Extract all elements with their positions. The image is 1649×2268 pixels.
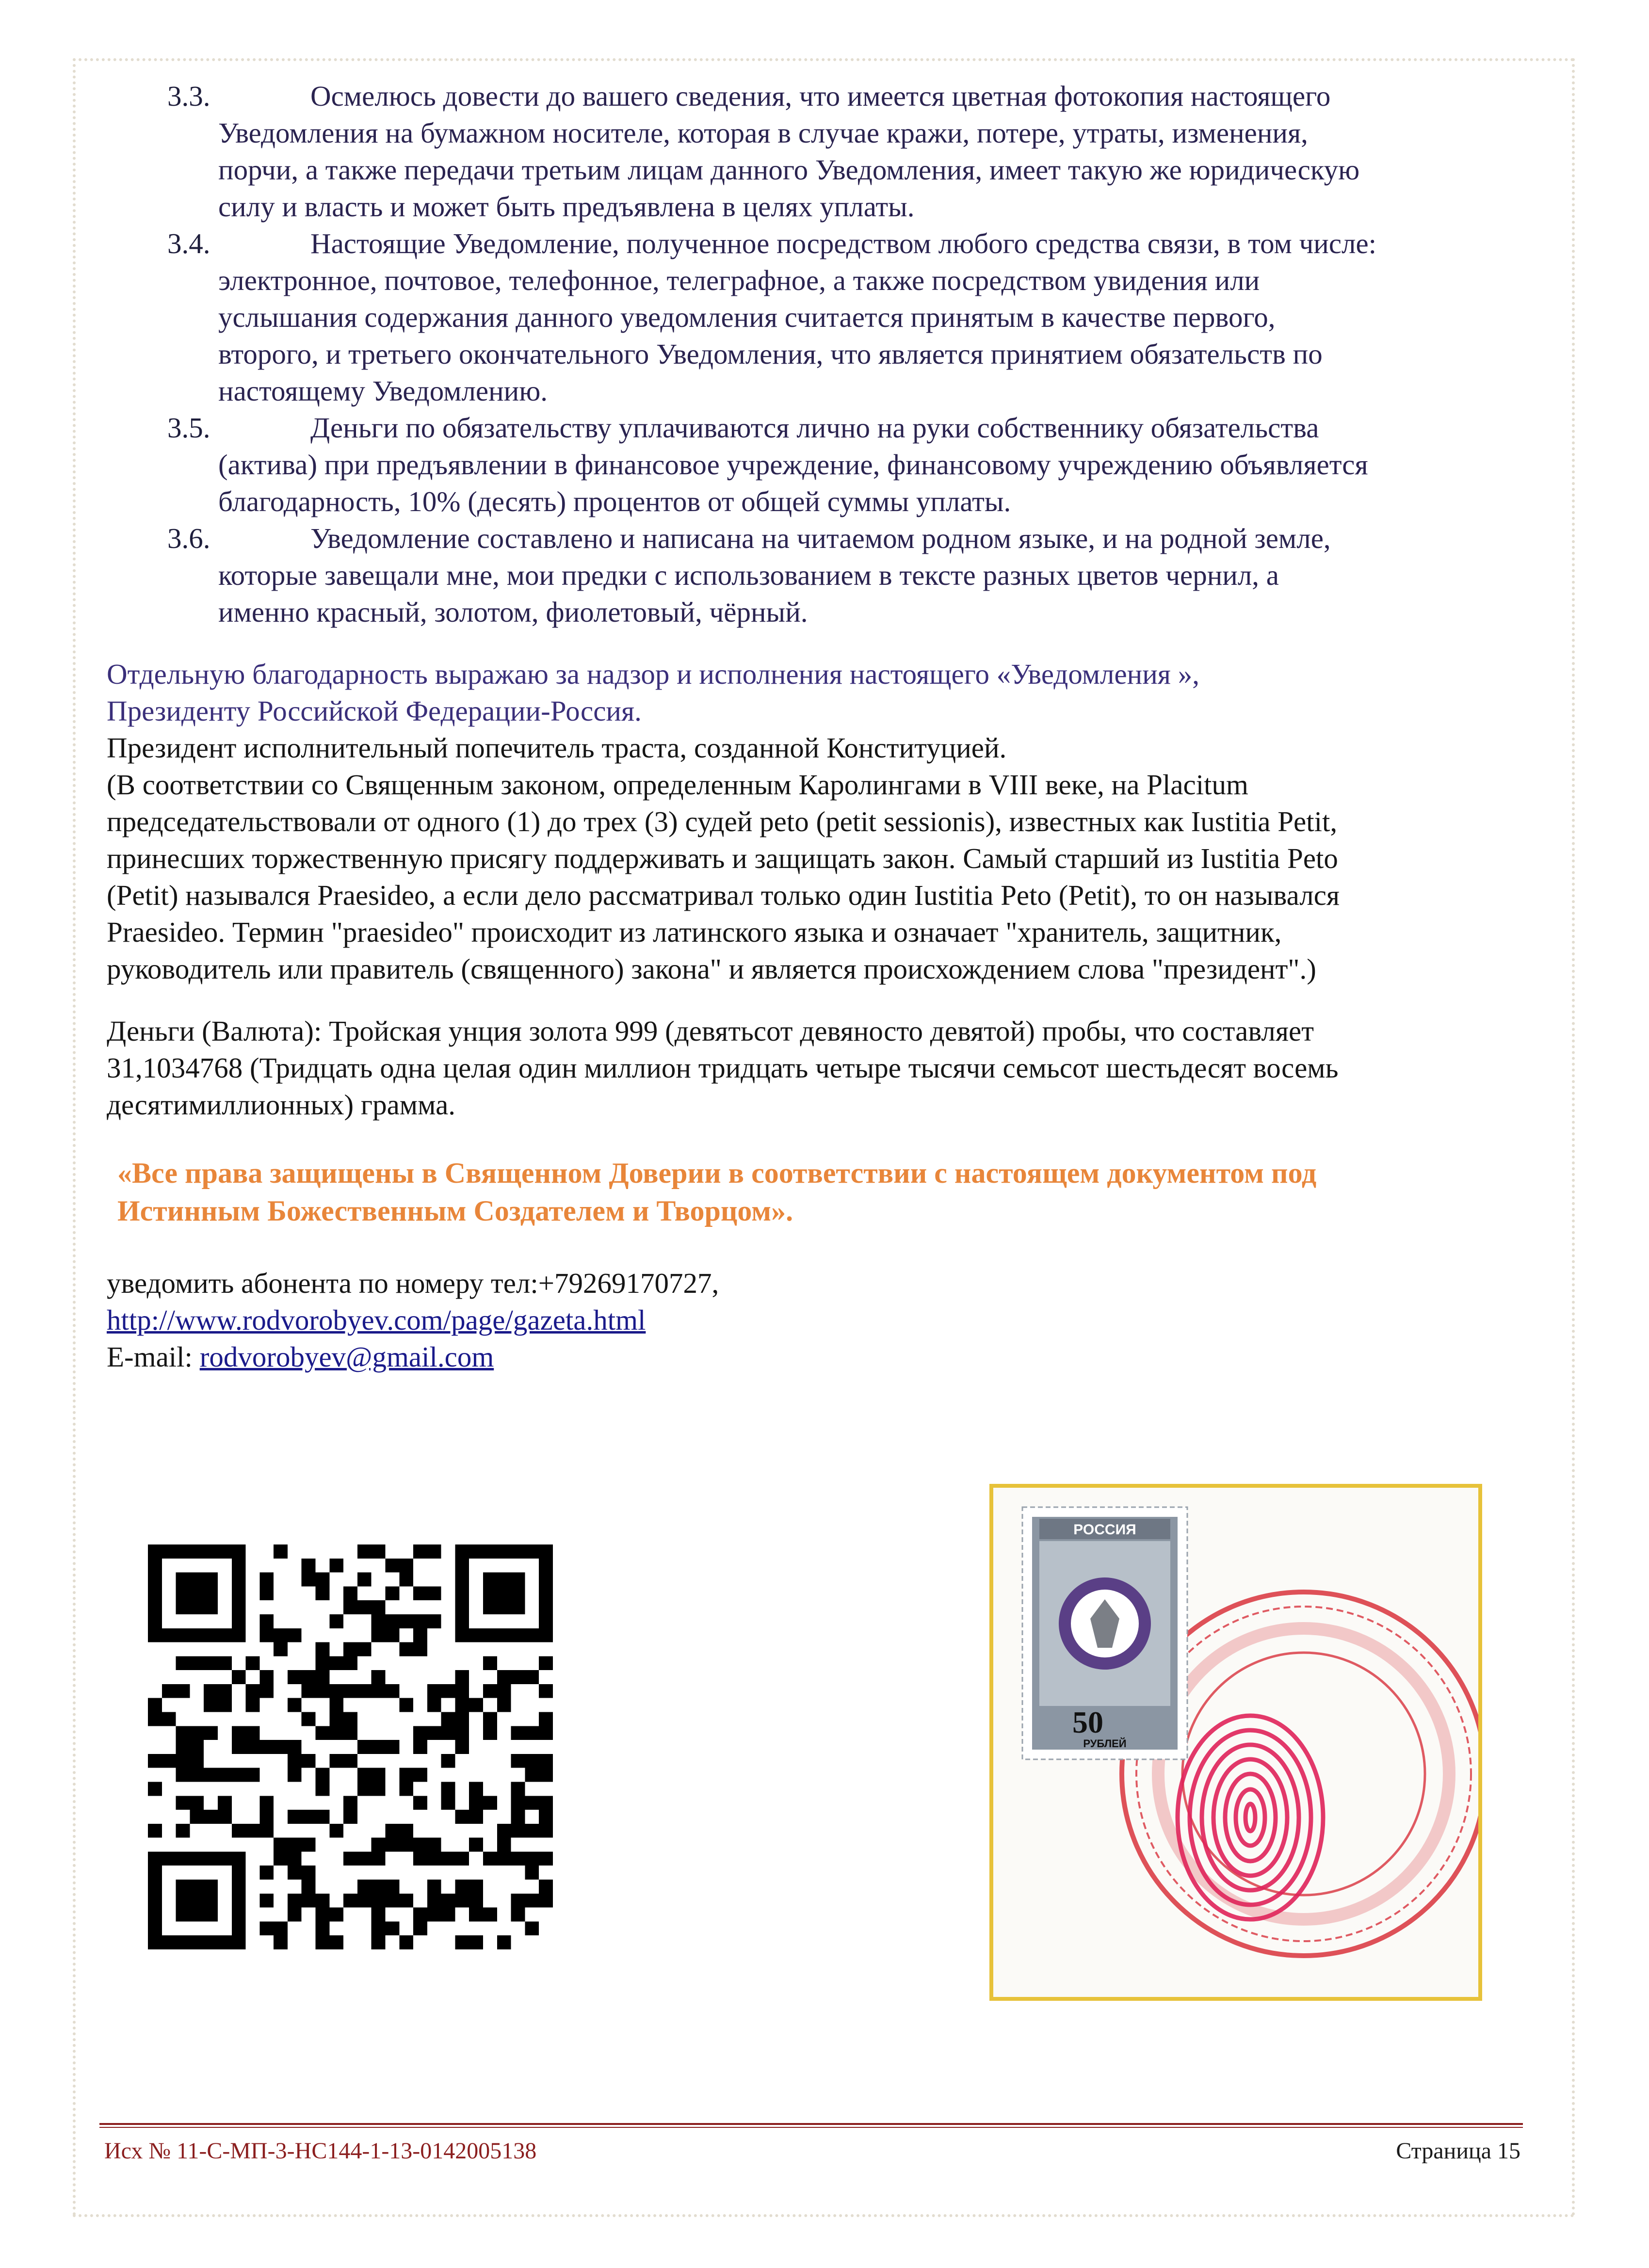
clause-first-line: Деньги по обязательству уплачиваются лично на руки собственнику обязательства bbox=[310, 412, 1319, 444]
clause-first-line: Уведомление составлено и написана на читаемом родном языке, и на родной земле, bbox=[310, 522, 1331, 554]
clause-3 bbox=[107, 409, 1528, 520]
rights-line: «Все права защищены в Священном Доверии в соответствии с настоящем документом под bbox=[117, 1157, 1317, 1189]
clause-line: второго, и третьего окончательного Уведомления, что является принятием обязательств по bbox=[218, 338, 1323, 370]
clause-number: 3.5. bbox=[167, 412, 210, 444]
phone-line: уведомить абонента по номеру тел:+79269170727, bbox=[107, 1267, 719, 1299]
clause-number: 3.3. bbox=[167, 80, 210, 112]
footer-divider bbox=[99, 2123, 1523, 2125]
stamp-art bbox=[993, 1488, 1478, 1997]
document-reference: Исх № 11-С-МП-3-НС144-1-13-0142005138 bbox=[104, 2138, 537, 2164]
clause-4 bbox=[107, 520, 1528, 630]
qr-code bbox=[148, 1544, 553, 1949]
email-label: E-mail: bbox=[107, 1341, 200, 1373]
clause-first-line: Настоящие Уведомление, полученное посредством любого средства связи, в том числе: bbox=[310, 227, 1377, 259]
history-line: (В соответствии со Священным законом, определенным Каролингами в VIII веке, на Placitum bbox=[107, 769, 1248, 801]
money-paragraph bbox=[107, 1013, 1528, 1123]
clause-line: (актива) при предъявлении в финансовое учреждение, финансовому учреждению объявляется bbox=[218, 449, 1368, 481]
clause-number: 3.6. bbox=[167, 522, 210, 554]
footer-divider bbox=[99, 2127, 1523, 2128]
money-line: десятимиллионных) грамма. bbox=[107, 1089, 456, 1121]
document-body bbox=[107, 78, 1528, 1375]
history-line: председательствовали от одного (1) до трех (3) судей peto (petit sessionis), известных как Iustitia Petit, bbox=[107, 805, 1338, 837]
clause-first-line: Осмелюсь довести до вашего сведения, что имеется цветная фотокопия настоящего bbox=[310, 80, 1331, 112]
president-line: Президент исполнительный попечитель траста, созданной Конституцией. bbox=[107, 732, 1007, 764]
contact-block bbox=[107, 1265, 1528, 1375]
stamp-country: РОССИЯ bbox=[1073, 1522, 1136, 1538]
page-number: Страница 15 bbox=[1396, 2138, 1520, 2164]
clause-line: благодарность, 10% (десять) процентов от общей суммы уплаты. bbox=[218, 485, 1011, 517]
stamp-panel bbox=[989, 1484, 1482, 2001]
numbered-clauses bbox=[107, 78, 1528, 630]
clause-line: электронное, почтовое, телефонное, телеграфное, а также посредством увидения или bbox=[218, 264, 1260, 296]
thanks-paragraph bbox=[107, 656, 1528, 729]
clause-line: силу и власть и может быть предъявлена в целях уплаты. bbox=[218, 191, 915, 223]
history-line: (Petit) назывался Praesideo, а если дело рассматривал только один Iustitia Peto (Petit), то он назывался bbox=[107, 879, 1340, 911]
history-line: руководитель или правитель (священного) закона" и является происхождением слова "президент".) bbox=[107, 953, 1316, 985]
rights-line: Истинным Божественным Создателем и Творцом». bbox=[117, 1195, 793, 1227]
rights-statement bbox=[107, 1154, 1528, 1230]
money-line: Деньги (Валюта): Тройская унция золота 999 (девятьсот девяносто девятой) пробы, что составляет bbox=[107, 1015, 1314, 1047]
clause-line: которые завещали мне, мои предки с использованием в тексте разных цветов чернил, а bbox=[218, 559, 1279, 591]
clause-line: настоящему Уведомлению. bbox=[218, 375, 548, 407]
history-line: Praesideo. Термин "praesideo" происходит из латинского языка и означает "хранитель, защитник, bbox=[107, 916, 1282, 948]
stamp-currency: РУБЛЕЙ bbox=[1083, 1737, 1127, 1750]
email-link[interactable]: rodvorobyev@gmail.com bbox=[199, 1341, 494, 1373]
clause-number: 3.4. bbox=[167, 227, 210, 259]
thanks-line: Президенту Российской Федерации-Россия. bbox=[107, 695, 642, 727]
money-line: 31,1034768 (Тридцать одна целая один миллион тридцать четыре тысячи семьсот шестьдесят восемь bbox=[107, 1052, 1339, 1084]
clause-line: услышания содержания данного уведомления считается принятым в качестве первого, bbox=[218, 301, 1276, 333]
website-link[interactable]: http://www.rodvorobyev.com/page/gazeta.html bbox=[107, 1304, 646, 1336]
history-line: принесших торжественную присягу поддерживать и защищать закон. Самый старший из Iustitia Peto bbox=[107, 842, 1338, 874]
clause-1 bbox=[107, 78, 1528, 225]
clause-line: Уведомления на бумажном носителе, которая в случае кражи, потере, утраты, изменения, bbox=[218, 117, 1308, 149]
stamp-value: 50 bbox=[1072, 1705, 1103, 1739]
fingerprint-icon bbox=[1178, 1716, 1323, 1919]
history-paragraph bbox=[107, 766, 1528, 987]
thanks-line: Отдельную благодарность выражаю за надзор и исполнения настоящего «Уведомления », bbox=[107, 658, 1199, 690]
clause-2 bbox=[107, 225, 1528, 409]
postage-stamp-icon bbox=[1022, 1507, 1187, 1759]
clause-line: порчи, а также передачи третьим лицам данного Уведомления, имеет такую же юридическую bbox=[218, 154, 1360, 186]
clause-line: именно красный, золотом, фиолетовый, чёрный. bbox=[218, 596, 808, 628]
